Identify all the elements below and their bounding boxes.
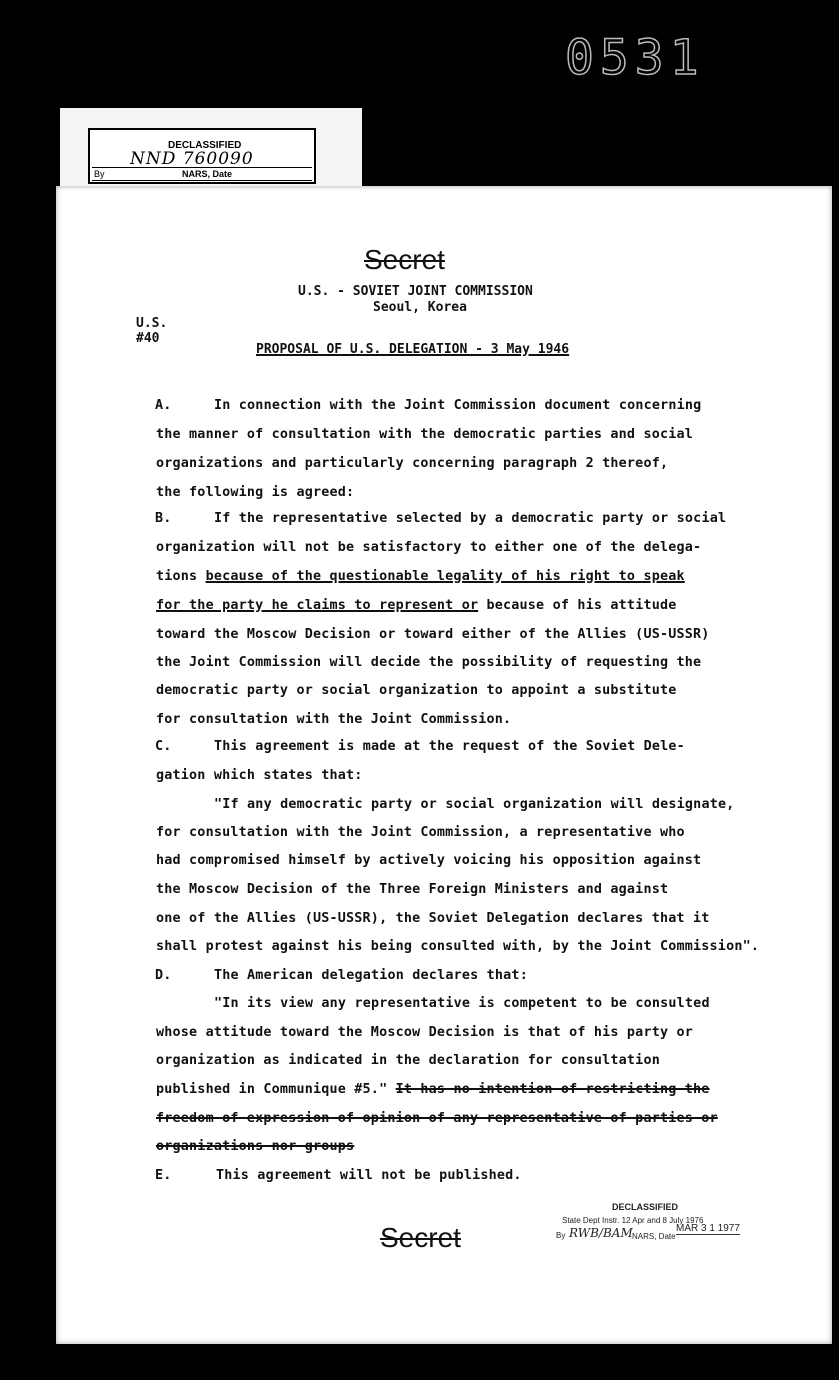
document-title: PROPOSAL OF U.S. DELEGATION - 3 May 1946	[256, 342, 570, 357]
section-d-quote-line: organization as indicated in the declaration for consultation	[156, 1053, 660, 1068]
section-c-quote-line: for consultation with the Joint Commission, a representative who	[156, 825, 685, 840]
section-b-line: democratic party or social organization to appoint a substitute	[156, 683, 677, 698]
stamp-by-label: By	[94, 169, 105, 179]
classification-marking-bottom: Secret	[380, 1222, 461, 1253]
section-a-line: the manner of consultation with the democratic parties and social	[156, 427, 694, 442]
section-c-line: gation which states that:	[156, 768, 363, 783]
section-c-quote-line: the Moscow Decision of the Three Foreign Ministers and against	[156, 882, 669, 897]
section-a-line: In connection with the Joint Commission document concerning	[214, 398, 702, 413]
doc-ref-line1: U.S.	[136, 316, 168, 331]
doc-ref-line2: #40	[136, 331, 160, 346]
section-d-quote-line: "In its view any representative is competent to be consulted	[214, 996, 710, 1011]
struck-through-passage: freedom of expression of opinion of any representative of parties or	[156, 1111, 718, 1126]
section-b-text: because of his attitude	[478, 598, 677, 613]
section-e-line: This agreement will not be published.	[216, 1168, 522, 1183]
stamp-line	[92, 180, 312, 181]
section-c-quote-line: had compromised himself by actively voicing his opposition against	[156, 853, 702, 868]
section-d-line: The American delegation declares that:	[214, 968, 528, 983]
struck-through-passage: It has no intention of restricting the	[395, 1082, 710, 1097]
section-d-text: published in Communique #5."	[156, 1082, 388, 1097]
bottom-stamp-nars-date: NARS, Date	[632, 1232, 676, 1241]
section-c-quote-line: one of the Allies (US-USSR), the Soviet Delegation declares that it	[156, 911, 710, 926]
section-b-line: organization will not be satisfactory to either one of the delega-	[156, 540, 702, 555]
bottom-stamp-declassified: DECLASSIFIED	[612, 1202, 679, 1212]
location-header: Seoul, Korea	[373, 300, 467, 315]
bottom-stamp-signature: RWB/BAM	[569, 1226, 633, 1240]
bottom-stamp-authority: State Dept Instr. 12 Apr and 8 July 1976	[562, 1216, 704, 1225]
section-c-label: C.	[155, 739, 172, 754]
section-a-line: the following is agreed:	[156, 485, 355, 500]
section-d-quote-line	[156, 1082, 710, 1097]
bottom-stamp-by-label: By	[556, 1231, 566, 1240]
section-e-label: E.	[155, 1168, 172, 1183]
section-b-line	[156, 569, 685, 584]
underlined-passage: because of the questionable legality of his right to speak	[205, 569, 685, 584]
section-b-line: for consultation with the Joint Commission.	[156, 712, 512, 727]
bottom-stamp-date: MAR 3 1 1977	[676, 1223, 740, 1234]
declassification-stamp-top	[88, 128, 316, 184]
section-d-quote-line: whose attitude toward the Moscow Decision is that of his party or	[156, 1025, 694, 1040]
section-c-quote-line: "If any democratic party or social organization will designate,	[214, 797, 735, 812]
underlined-passage: for the party he claims to represent or	[156, 598, 479, 613]
section-b-line: If the representative selected by a democratic party or social	[214, 511, 727, 526]
classification-marking-top: Secret	[364, 244, 445, 275]
struck-through-passage: organizations nor groups	[156, 1139, 355, 1154]
section-a-label: A.	[155, 398, 172, 413]
section-b-line: the Joint Commission will decide the possibility of requesting the	[156, 655, 702, 670]
document-page	[56, 186, 832, 1344]
stamp-nars-date-label: NARS, Date	[182, 169, 233, 179]
section-b-line: toward the Moscow Decision or toward either of the Allies (US-USSR)	[156, 627, 710, 642]
microfilm-frame-number: 0531	[565, 30, 705, 86]
stamp-line	[92, 167, 312, 168]
section-b-line	[156, 598, 677, 613]
section-b-text: tions	[156, 569, 206, 584]
section-a-line: organizations and particularly concerning paragraph 2 thereof,	[156, 456, 669, 471]
section-c-quote-line: shall protest against his being consulted with, by the Joint Commission".	[156, 939, 760, 954]
section-b-label: B.	[155, 511, 172, 526]
stamp-declassified-label: DECLASSIFIED	[168, 140, 242, 151]
commission-header: U.S. - SOVIET JOINT COMMISSION	[298, 284, 533, 299]
section-d-label: D.	[155, 968, 172, 983]
section-c-line: This agreement is made at the request of the Soviet Dele-	[214, 739, 685, 754]
stamp-authority-number: NND 760090	[130, 149, 254, 169]
